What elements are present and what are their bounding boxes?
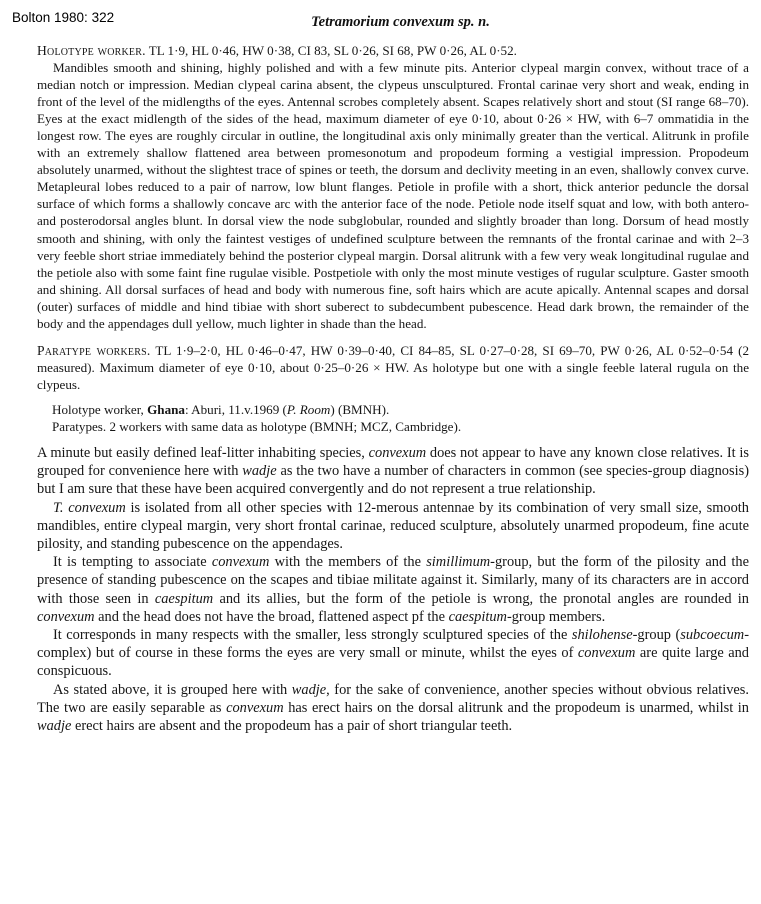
discussion-paragraph-4: It corresponds in many respects with the smaller, less strongly sculptured species of the shilohense-group (subcoecum-complex) but of course in these forms the eyes are very small or minute, whilst the eyes of convexum are quite large and conspicuous. xyxy=(37,627,749,680)
discussion-section xyxy=(37,444,749,735)
discussion-paragraph-5: As stated above, it is grouped here with wadje, for the sake of convenience, another species without obvious relatives. The two are easily separable as convexum has erect hairs on the dorsal alitrunk and the propodeum is unarmed, whilst in wadje erect hairs are absent and the propodeum has a pair of short triangular teeth. xyxy=(37,681,749,735)
paratype-description: TL 1·9–2·0, HL 0·46–0·47, HW 0·39–0·40, CI 84–85, SL 0·27–0·28, SI 69–70, PW 0·26, AL 0·52–0·54 (2 measured). Maximum diameter of eye 0·10, about 0·25–0·26 × HW. As holotype but one with a single feeble lateral rugula on the clypeus. xyxy=(37,342,749,392)
country-name: Ghana xyxy=(147,401,185,417)
paratype-paragraph xyxy=(37,342,749,393)
holotype-measure-values: TL 1·9, HL 0·46, HW 0·38, CI 83, SL 0·26, SI 68, PW 0·26, AL 0·52. xyxy=(148,43,517,58)
article-body xyxy=(37,42,749,735)
holotype-heading: Holotype worker. xyxy=(37,43,146,58)
paratype-material: Paratypes. 2 workers with same data as holotype (BMNH; MCZ, Cambridge). xyxy=(52,418,462,434)
citation-label: Bolton 1980: 322 xyxy=(12,10,115,25)
holotype-measurements xyxy=(37,42,749,59)
discussion-paragraph-3: It is tempting to associate convexum with the members of the simillimum-group, but the form of the pilosity and the presence of standing pubescence on the scapes and tibiae militate against it. Similarly, many of its characters are in accord with those seen in caespitum and its allies, but the form of the petiole is wrong, the pronotal angles are rounded in convexum and the head does not have the broad, flattened aspect pf the caespitum-group members. xyxy=(37,554,749,625)
collector-name: P. Room xyxy=(286,401,331,417)
paratype-section xyxy=(37,342,749,393)
holotype-section xyxy=(37,42,749,332)
holotype-description: Mandibles smooth and shining, highly polished and with a few minute pits. Anterior clypeal margin convex, without trace of a median notch or impression. Median clypeal carina absent, the clypeus unsculptured. Frontal carinae very short and weak, ending in front of the level of the midlengths of the eyes. Antennal scrobes completely absent. Scapes relatively short and stout (SI range 68–70). Eyes at the exact midlength of the sides of the head, maximum diameter of eye 0·10, about 0·26 × HW, with 6–7 ommatidia in the longest row. The eyes are roughly circular in outline, the longitudinal axis only minimally greater than the vertical. Alitrunk in profile with an extremely shallow flattened area between promesonotum and propodeum forming a vestigial impression. Propodeum absolutely unarmed, without the slightest trace of spines or teeth, the dorsum and declivity meeting in an even, shallowly convex curve. Metapleural lobes reduced to a pair of narrow, low blunt flanges. Petiole in profile with a short, thick anterior peduncle the dorsal surface of which forms a shallowly concave arc with the anterior face of the node. Petiole node itself squat and low, with both antero- and posterodorsal angles blunt. In dorsal view the node subglobular, rounded and slightly broader than long. Dorsum of head mostly smooth and shining, with only the faintest vestiges of undefined sculpture between the remnants of the frontal carinae and with 2–3 very feeble short striae immediately behind the posterior clypeal margin. Dorsal alitrunk with a few very weak longitudinal rugulae and the petiole also with some faint fine rugulae visible. Postpetiole with only the most minute vestiges of rugular sculpture. Gaster smooth and shining. All dorsal surfaces of head and body with numerous fine, soft hairs which are acute apically. Antennal scapes and dorsal (outer) surfaces of middle and hind tibiae with short suberect to subdecumbent pubescence. Head dark brown, the remainder of the body and the appendages dull yellow, much lighter in shade than the head. xyxy=(37,60,749,331)
paratype-heading: Paratype workers. xyxy=(37,342,151,358)
species-title: Tetramorium convexum sp. n. xyxy=(311,14,490,30)
material-examined xyxy=(37,401,749,435)
discussion-paragraph-1: A minute but easily defined leaf-litter inhabiting species, convexum does not appear to have any known close relatives. It is grouped for convenience here with wadje as the two have a number of characters in common (see species-group diagnosis) but I am sure that these have been acquired convergently and do not represent a true relationship. xyxy=(37,445,749,498)
discussion-paragraph-2: T. convexum is isolated from all other species with 12-merous antennae by its combination of very small size, smooth mandibles, entire clypeal margin, very short frontal carinae, reduced sculpture, absolutely unarmed propodeum, fine acute pilosity, and standing pubescence on the appendages. xyxy=(37,499,749,553)
holotype-material: Holotype worker, Ghana: Aburi, 11.v.1969 (P. Room) (BMNH). xyxy=(52,401,390,417)
